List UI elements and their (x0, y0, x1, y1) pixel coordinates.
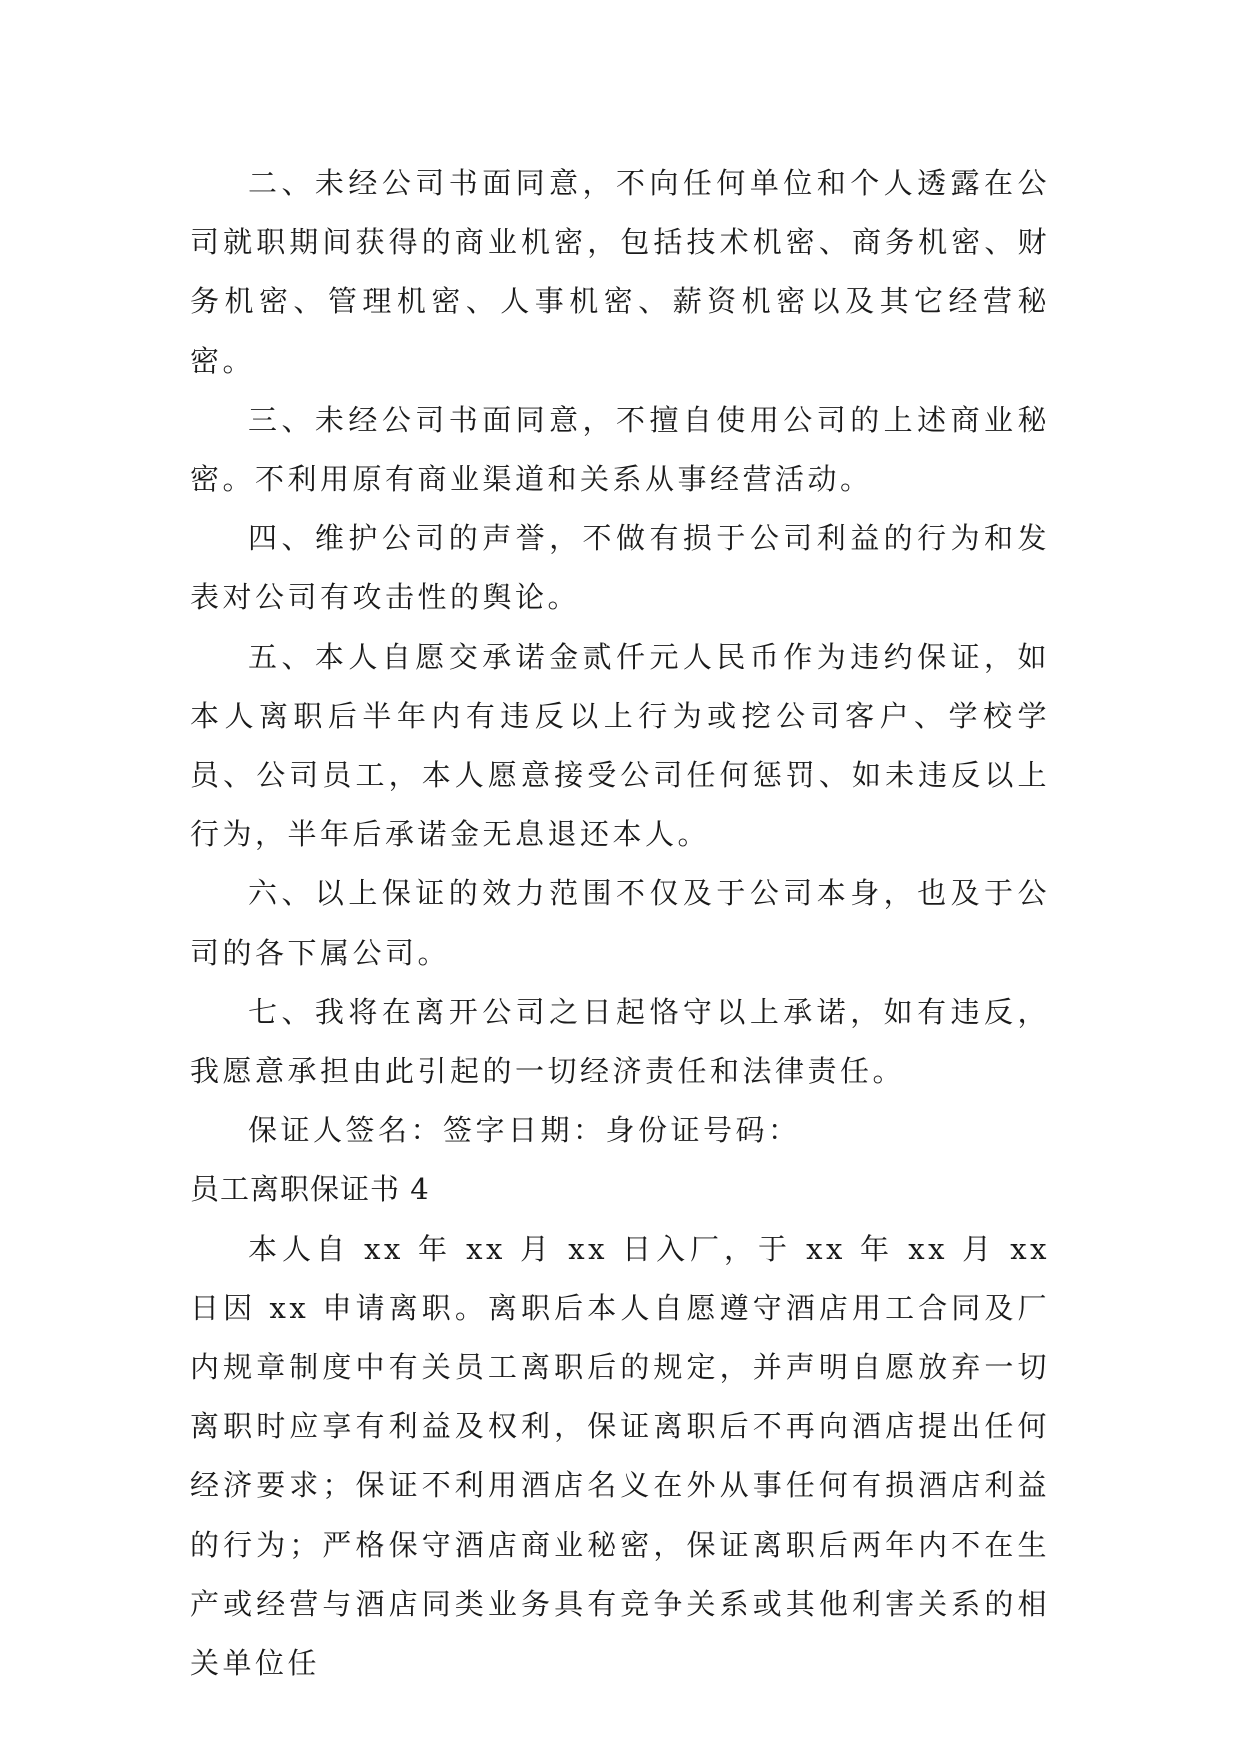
section-heading: 员工离职保证书 4 (190, 1172, 430, 1207)
clause-2: 二、未经公司书面同意，不向任何单位和个人透露在公司就职期间获得的商业机密，包括技术机密、商务机密、财务机密、管理机密、人事机密、薪资机密以及其它经营秘密。 (190, 166, 1050, 378)
clause-4: 四、维护公司的声誉，不做有损于公司利益的行为和发表对公司有攻击性的舆论。 (190, 521, 1050, 615)
signature-line: 保证人签名：签字日期：身份证号码： (248, 1113, 801, 1148)
clause-7: 七、我将在离开公司之日起恪守以上承诺，如有违反，我愿意承担由此引起的一切经济责任和法律责任。 (190, 994, 1050, 1089)
clause-5: 五、本人自愿交承诺金贰仟元人民币作为违约保证，如本人离职后半年内有违反以上行为或挖公司客户、学校学员、公司员工，本人愿意接受公司任何惩罚、如未违反以上行为，半年后承诺金无息退还本人。 (190, 639, 1050, 852)
declaration-paragraph: 本人自 xx 年 xx 月 xx 日入厂，于 xx 年 xx 月 xx 日因 xx 申请离职。离职后本人自愿遵守酒店用工合同及厂内规章制度中有关员工离职后的规定，并声明自愿放弃一切离职时应享有利益及权利，保证离职后不再向酒店提出任何经济要求；保证不利用酒店名义在外从事任何有损酒店利益的行为；严格保守酒店商业秘密，保证离职后两年内不在生产或经营与酒店同类业务具有竞争关系或其他利害关系的相关单位任 (190, 1231, 1050, 1681)
clause-6: 六、以上保证的效力范围不仅及于公司本身，也及于公司的各下属公司。 (190, 876, 1050, 970)
document-body (190, 154, 1050, 1693)
clause-3: 三、未经公司书面同意，不擅自使用公司的上述商业秘密。不利用原有商业渠道和关系从事经营活动。 (190, 402, 1050, 497)
